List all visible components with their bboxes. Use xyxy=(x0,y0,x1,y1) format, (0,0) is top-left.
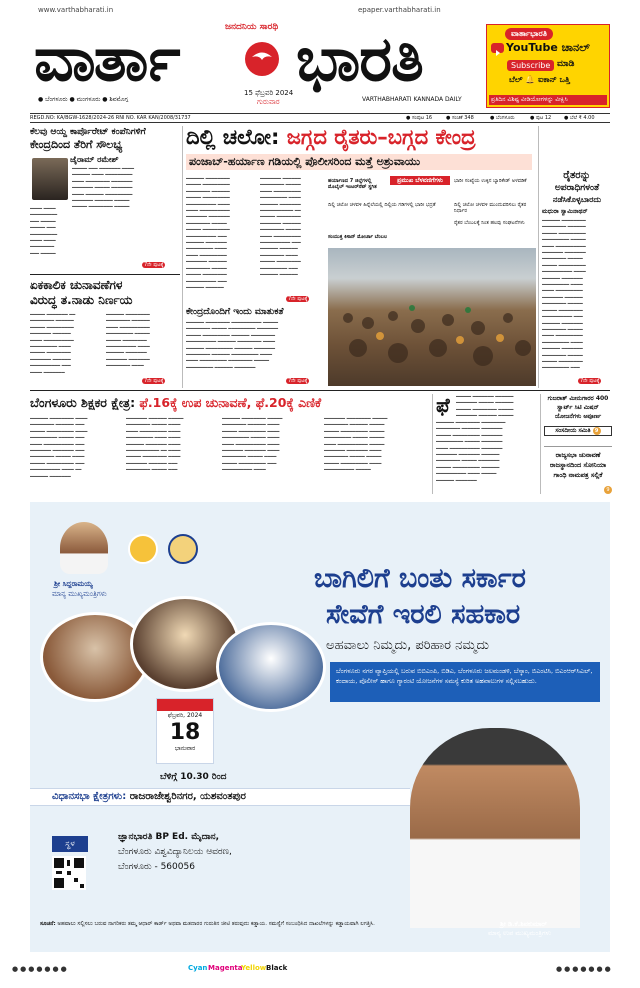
meta-city: ● ಬೆಂಗಳೂರು xyxy=(490,115,515,121)
side-brief-1[interactable] xyxy=(544,394,612,444)
right-story-continued[interactable]: 7ನೇ ಪುಟಕ್ಕೆ xyxy=(580,378,600,384)
calendar-header xyxy=(157,699,213,711)
yt-line2: YouTube ಚಾನಲ್ xyxy=(506,41,590,54)
registration-circles-left: ●●●●●●● xyxy=(12,965,69,973)
sub-story-head: ಕೇಂದ್ರದೊಂದಿಗೆ ಇಂದು ಮಾತುಕತೆ xyxy=(186,307,284,317)
ad-headline-1: ಬಾಗಿಲಿಗೆ ಬಂತು ಸರ್ಕಾರ xyxy=(314,563,526,594)
venue-line-3: ಬೆಂಗಳೂರು - 560056 xyxy=(118,862,195,872)
ad-headline-2: ಸೇವೆಗೆ ಇರಲಿ ಸಹಕಾರ xyxy=(326,599,521,630)
ad-note-text: ಅಹವಾಲು ಸಲ್ಲಿಸಲು ಬರುವ ನಾಗರಿಕರು ತಮ್ಮ ಆಧಾರ್ ಕಾರ್ಡ್ ಅಥವಾ ಮತದಾರರ ಗುರುತಿನ ಚೀಟಿ ತರುವುದು ಕಡ್ಡಾಯ. ಸಮಸ್ಯೆಗೆ ಸಂಬಂಧಿಸಿದ ದಾಖಲೆಗಳನ್ನು ಕಡ್ಡಾಯವಾಗಿ ಲಗತ್ತಿಸಿ. xyxy=(57,921,375,927)
color-strip-black: Black xyxy=(266,964,288,972)
lead-body-a: ━━━━━━ ━━━━━━━━ ━━━━━ ━━━━━━━━━ ━━━━━━━━ ━━━━━━ ━━━━━ ━━━━━━━━━ ━━━━━━━━━━ ━━━━ ━━━━ ━━━━━━━━━━ ━━━━━━━ ━━━━━━━ ━━━━━━━━ ━━━━━ ━━━━━ ━━━━━━━━━ ━━━━━━━━━━ ━━━ ━━━━━━ ━━━━━━━ ━━━━━━━━━ ━━━━ ━━━━ ━━━━━━━━━ ━━━━━━━ ━━━━━━ ━━━━━━━━ ━━━━━ ━━━━━ ━━━━━━━━ ━━━━━━━━━━ ━━━ ━━━━━━ ━━━━━━ xyxy=(186,176,230,291)
event-photo-3 xyxy=(216,622,326,712)
dcm-title: ಮಾನ್ಯ ಉಪ ಮುಖ್ಯಮಂತ್ರಿಗಳು xyxy=(488,929,552,937)
logo-emblem xyxy=(245,42,279,76)
yt-line5: ಪ್ರತಿದಿನ ವಿಶಿಷ್ಟ ವೀಡಿಯೋಗಳನ್ನು ವೀಕ್ಷಿಸಿ xyxy=(489,95,607,105)
calendar-month: ಫೆಬ್ರವರಿ, 2024 xyxy=(167,712,203,719)
bypoll-headline-red: ಫೆ.16ಕ್ಕೆ ಉಪ ಚುನಾವಣೆ, ಫೆ.20ಕ್ಕೆ ಎಣಿಕೆ xyxy=(139,395,322,410)
rule xyxy=(30,390,610,391)
farmers-protest-photo xyxy=(328,248,536,386)
left-story-2-body-a: ━━━━━ ━━━━━━━ ━━ ━━━━━━━━ ━━━━━━ ━━━━━ ━━━━━━━━━ ━━━━━━━ ━━━━━━ ━━━━ ━━━━━━━━━━ ━━━━━━━━━ ━━━━ ━━━━━ ━━━━━━━━ ━━━━━━━ ━━━━━━ ━━━━━━━━━━ ━━━ ━━━━ ━━━━━━━ xyxy=(30,312,76,376)
highlights-label: ಪ್ರಮುಖ ಬೆಳವಣಿಗೆಗಳು xyxy=(390,176,450,185)
section-body: ━━━━━ ━━━━━━━ ━━━━━━ ━━━━━━━ ━━━━━ ━━━━━━ ━━━━━ ━━━━━━━━ ━━━━━ ━━━━━━━ ━━━━━━ ━━━━━ xyxy=(456,394,514,420)
lead-headline-red: ಜಗ್ಗದ ರೈತರು–ಬಗ್ಗದ ಕೇಂದ್ರ xyxy=(286,125,476,149)
side-brief-1-tag xyxy=(544,426,612,436)
constituency-text xyxy=(52,791,246,802)
yt-line1: ವಾರ್ತಾಭಾರತಿ xyxy=(505,28,553,40)
lead-body-b: ━━━━━━━ ━━━━━━ ━━━━━━━━ ━━━━━ ━━━━ ━━━━━━━━━ ━━━━━━━━━ ━━━━ ━━━━━━ ━━━━━━━ ━━━━━━━━━━━ ━━ ━━━━━ ━━━━━━━━ ━━━━━━━ ━━━━━━ ━━━━━━━━ ━━━━━ ━━━━ ━━━━━━━━━ ━━━━━━━━━━ ━━━ ━━━━━━ ━━━━━━ ━━━━━━━━ ━━━━ ━━━━━ ━━━━━━━━ ━━━━━━━━━ ━━━ ━━━━━━ ━━━━━━ xyxy=(260,176,301,279)
ad-description: ಬೆಂಗಳೂರು ನಗರ ವ್ಯಾಪ್ತಿಯಲ್ಲಿ ಬರುವ ಬಿಬಿಎಂಪಿ, ಬಿಡಿಎ, ಬೆಂಗಳೂರು ಜಲಮಂಡಳಿ, ಬೆಸ್ಕಾಂ, ಬಿಎಂಟಿಸಿ, ಬಿಎಂಆರ್‌ಸಿಎಲ್, ಕಂದಾಯ, ಪೊಲೀಸ್ ಹಾಗೂ ಗ್ಯಾರಂಟಿ ಯೋಜನೆಗಳ ಸಮಸ್ಯೆ ಕುರಿತ ಅಹವಾಲುಗಳ ಸಲ್ಲಿಸಬಹುದು. xyxy=(330,662,600,702)
venue-line-1: ಜ್ಞಾನಭಾರತಿ BP Ed. ಮೈದಾನ, xyxy=(118,832,220,842)
url-right[interactable]: epaper.varthabharati.in xyxy=(358,6,441,14)
left-story-1-body: ━━━━━ ━━━ ━━━━━━━ ━━━━ ━━━━━━ ━━━━ ━━━━━━━━━ ━━━━ ━━━━━━━━ ━━━━━━━ ━━━━━━━ ━━━━━ ━━━━━━━ ━━━━ ━━━━━━ ━━━━━━━━━ ━━━━━━━ ━━━━━━ ━━━━━ ━━━━━ ━━━━━━━━ ━━━━━ xyxy=(72,166,134,211)
section-story[interactable] xyxy=(436,394,538,494)
youtube-promo[interactable] xyxy=(486,24,610,108)
bypoll-headline-black: ಬೆಂಗಳೂರು ಶಿಕ್ಷಕರ ಕ್ಷೇತ್ರ: xyxy=(30,395,140,410)
registration-marks xyxy=(12,962,628,976)
venue-label: ಸ್ಥಳ xyxy=(52,836,88,852)
rule xyxy=(30,274,180,275)
highlight-2: ದಿಲ್ಲಿ ಚಲೋ ಚಳವಳಿ ಹಿನ್ನೆಲೆಯಲ್ಲಿ ದಿಲ್ಲಿಯ ಗಡಿಗಳಲ್ಲಿ ಭಾರೀ ಭದ್ರತೆ xyxy=(328,202,436,208)
ad-note-label: ಸೂಚನೆ: xyxy=(40,921,56,927)
regd-number: REGD.NO: KA/BGW-1628/2024-26 RNI NO. KAR KAN/2008/31737 xyxy=(30,115,191,121)
calendar-card xyxy=(156,698,214,764)
left-story-2-continued[interactable]: 7ನೇ ಪುಟಕ್ಕೆ xyxy=(144,378,164,384)
section-drop-cap: ಫೆ xyxy=(436,393,450,417)
jairam-photo xyxy=(32,158,68,200)
government-advertisement[interactable] xyxy=(30,502,610,952)
right-byline: ಮಧುರಾ ಸ್ವಾಮಿನಾಥನ್ xyxy=(542,208,588,215)
bypoll-headline xyxy=(30,394,430,412)
meta-volume: ● ಸಂಪುಟ 16 xyxy=(406,115,433,121)
sub-story-continued[interactable]: 7ನೇ ಪುಟಕ್ಕೆ xyxy=(288,378,308,384)
column-rule xyxy=(540,394,541,494)
right-head-3: ನಡೆಸಿಕೊಳ್ಳಬಾರದು xyxy=(552,195,602,204)
column-rule xyxy=(182,126,183,388)
bypoll-story[interactable] xyxy=(30,394,430,494)
lead-subhead: ಪಂಜಾಬ್-ಹರ್ಯಾಣ ಗಡಿಯಲ್ಲಿ ಪೊಲೀಸರಿಂದ ಮತ್ತೆ ಅಶ್ರುವಾಯು xyxy=(186,154,532,170)
side-brief-1-text: ಗುಜರಾತ್ ಮೀನುಗಾರರ 400 ಸ್ವಾರ್ಟ್ ಸಿಟಿ ಮಿಷನ್ ಯೋಜನೆಗಳು ಅಪೂರ್ಣ xyxy=(547,395,609,420)
youtube-icon xyxy=(491,43,504,53)
crowd-photo xyxy=(328,248,536,386)
qr-code-icon[interactable] xyxy=(52,856,86,890)
url-left[interactable]: www.varthabharati.in xyxy=(38,6,114,14)
ad-note xyxy=(40,920,400,946)
highlight-right-2: ದಿಲ್ಲಿ ಚಲೋ ಚಳವಳಿ ಮುಂದುವರಿಸಲು ರೈತರ ನಿರ್ಧಾರ xyxy=(454,202,527,215)
sub-story[interactable] xyxy=(186,306,324,386)
color-strip-cyan: Cyan xyxy=(188,964,208,972)
left-story-1-body-b: ━━━━ ━━━━ ━━━━━━━━━ ━━━ ━━━━━ ━━━━━ ━━━ ━━━━━━━━━ ━━━━ ━━━━ ━━━━━━━━ ━━━ ━━━━━ xyxy=(30,206,58,257)
yt-line3: ಮಾಡಿ xyxy=(557,59,575,69)
yt-line4: ಬೆಲ್ 🔔 ಐಕಾನ್ ಒತ್ತಿ xyxy=(509,75,570,84)
rule xyxy=(544,446,612,447)
left-story-2[interactable] xyxy=(30,278,180,386)
dcm-name: ಶ್ರೀ ಡಿ.ಕೆ.ಶಿವಕುಮಾರ್ xyxy=(500,920,547,928)
side-brief-2[interactable] xyxy=(544,450,612,494)
date: 15 ಫೆಬ್ರವರಿ 2024 xyxy=(244,89,294,97)
masthead xyxy=(0,0,640,112)
registration-circles-right: ●●●●●●● xyxy=(556,965,613,973)
lead-continued[interactable]: 7ನೇ ಪುಟಕ್ಕೆ xyxy=(288,296,308,302)
lead-headline-black: ದಿಲ್ಲಿ ಚಲೋ: xyxy=(186,125,287,149)
bbmp-emblem-icon xyxy=(168,534,198,564)
section-body-b: ━━━━━━ ━━━━━━━━ ━━━━━━━━ ━━━━━━━━ ━━━━━━ ━━━━━━━ ━━━━━ ━━━━━━━━━ ━━━━━━━ ━━━━━━━━━ ━━━━━ ━━━━━━━ ━━━━ ━━━━━━━━━━ ━━━━━━━ ━━━━━━━ ━━━━━━━ ━━━━━━ ━━━━━━━━ ━━━━━ ━━━━━━━ ━━━━━ ━━━━━━━━━ ━━━━━━ ━━━━━━━━━━ ━━━━ ━━━━━ ━━━━━━ ━━━━━━━ xyxy=(436,420,506,484)
right-story-body: ━━━━━━ ━━━━━━━━ ━━━━━━━━ ━━━━━━ ━━━━━ ━━━━━━━━━ ━━━━━━━━━ ━━━━━ ━━━━ ━━━━━━━━━━ ━━━━━━━ ━━━━━━━ ━━━━━━━━ ━━━━━ ━━━━━ ━━━━━━━━━ ━━━━━━━━━━ ━━━━ ━━━━━━ ━━━━━━━ ━━━━━━━━━ ━━━━ ━━━━ ━━━━━━━━━ ━━━━━━━ ━━━━━━ ━━━━━━━━ ━━━━━ ━━━━━ ━━━━━━━━ ━━━━━━━━━━ ━━━ ━━━━━━ ━━━━━━━ ━━━━━━━━ ━━━━━ ━━━━ ━━━━━━━━━ ━━━━━━━━━ ━━━━ ━━━━━━ ━━━━━━━ ━━━━━━━━ ━━━━━ ━━━━━ ━━━━━━━━ ━━━━━━━━━ ━━━ xyxy=(542,218,586,372)
dcm-portrait xyxy=(410,728,580,928)
sub-story-body: ━━━━━━ ━━━━━━━━ ━━━━━━━━━━ ━━━━━ ━━━━━━━━ ━━━━━ ━━━━━━━━━ ━━━━━━━ ━━━━━ ━━━━━━━━━ ━━━━━━ ━━━━━━━━ ━━━━━━━━━━ ━━━━━━ ━━━━━━━━ ━━━━ ━━━━━━ ━━━━━━━━━ ━━━━━━ ━━━━━━━ ━━━━━━━━ ━━━━━━ ━━━━━━━━━ ━━━━ ━━━━ ━━━━━━━━━ ━━━━━━━━ ━━━━━ ━━━━━━━━━ ━━━━━━ ━━━━━━━ xyxy=(186,320,279,371)
lead-story[interactable] xyxy=(186,124,536,388)
page-badge: 9 xyxy=(604,486,612,494)
constituency-names: ರಾಜರಾಜೇಶ್ವರಿನಗರ, ಯಶವಂತಪುರ xyxy=(129,791,246,802)
highlight-right-1: ಭಾರೀ ಸಂಖ್ಯೆಯ ಉಕ್ಕಿನ ಬ್ಯಾರಿಕೇಡ್ ಅಳವಡಿಕೆ xyxy=(454,178,527,184)
left-story-1-continued[interactable]: 7ನೇ ಪುಟಕ್ಕೆ xyxy=(144,262,164,268)
highlight-1: ಹರ್ಯಾಣದ 7 ಜಿಲ್ಲೆಗಳಲ್ಲಿ ಮೊಬೈಲ್ ಇಂಟರ್‌ನೆಟ್ ಸ್ಥಗಿತ xyxy=(328,178,377,191)
highlight-3: ಸಂಯುಕ್ತ ಕಿಸಾನ್ ಮೋರ್ಚಾ ಬೆಂಬಲ xyxy=(328,234,388,240)
bypoll-body-a: ━━━━━━ ━━━━━━━━ ━━━━ ━━━━━━━━ ━━━━━━ ━━━ ━━━━━ ━━━━━━━━━ ━━━━ ━━━━━━━━━ ━━━━━ ━━━ ━━━━ ━━━━━━━━━━ ━━━ ━━━━━━━ ━━━━━━━ ━━━ ━━━━━━━━ ━━━━━ ━━━━ ━━━━━ ━━━━━━━━━ ━━━ ━━━━━━━━━━ ━━━━ ━━ ━━━━━━ ━━━━━━━ xyxy=(30,416,88,480)
left-story-1-head-2: ಕೇಂದ್ರದಿಂದ ತೆರಿಗೆ ಸೌಲಭ್ಯ xyxy=(30,138,123,151)
right-head-2: ಅಪರಾಧಿಗಳಂತೆ xyxy=(554,183,600,193)
venue-line-2: ಬೆಂಗಳೂರು ವಿಶ್ವವಿದ್ಯಾನಿಲಯ ಆವರಣ, xyxy=(118,847,232,857)
globe-bird-icon xyxy=(245,42,279,76)
meta-pages: ● ಪುಟ 12 xyxy=(530,115,552,121)
ad-subhead: ಅಹವಾಲು ನಿಮ್ಮದು, ಪರಿಹಾರ ನಮ್ಮದು xyxy=(326,638,490,653)
highlight-right-3: ರೈತರ ಬೆಂಬಲಕ್ಕೆ ನಿಂತ ಹಲವು ಸಂಘಟನೆಗಳು xyxy=(454,220,525,226)
meta-price: ● ಬೆಲೆ ₹ 4.00 xyxy=(564,115,595,121)
cm-title: ಮಾನ್ಯ ಮುಖ್ಯಮಂತ್ರಿಗಳು xyxy=(52,590,107,598)
tagline: ಜನದನಿಯ ಸಾರಥಿ xyxy=(225,22,279,32)
side-brief-1-tag-text: ಸಂಸದೀಯ ಸಮಿತಿ xyxy=(555,427,591,434)
meta-issue: ● ಸಂಚಿಕೆ 348 xyxy=(446,115,474,121)
left-story-2-body-b: ━━━━━━ ━━━━━━━━ ━━━━━━━━ ━━━━━━ ━━━━ ━━━━━━━━━━ ━━━━━━━━━ ━━━━━ ━━━━━ ━━━━━━━━ ━━━━━━━━━━ ━━━━ ━━━━━━ ━━━━━━━ ━━━━━━━ ━━━━━━━ ━━━━━━━━ ━━━━ xyxy=(106,312,150,370)
left-story-2-head-1: ಏಕಕಾಲಿಕ ಚುನಾವಣೆಗಳ xyxy=(30,278,123,292)
left-story-2-head-2: ವಿರುದ್ಧ ತ.ನಾಡು ನಿರ್ಣಯ xyxy=(30,293,133,307)
cm-name: ಶ್ರೀ ಸಿದ್ದರಾಮಯ್ಯ xyxy=(54,580,93,588)
editions: ● ಬೆಂಗಳೂರು ● ಮಂಗಳೂರು ● ಶಿವಮೊಗ್ಗ xyxy=(38,96,129,103)
left-story-1-head-1: ಕೆಲವು ಆಯ್ದ ಕಾರ್ಪೊರೇಟ್ ಕಂಪೆನಿಗಳಿಗೆ xyxy=(30,127,146,137)
highlights-box xyxy=(328,176,536,246)
day: ಗುರುವಾರ xyxy=(257,98,280,106)
side-brief-2-text: ರಾಜ್ಯಸಭಾ ಚುನಾವಣೆ ರಾಜಸ್ಥಾನದಿಂದ ಸೋನಿಯಾ ಗಾಂಧಿ ನಾಮಪತ್ರ ಸಲ್ಲಿಕೆ xyxy=(549,451,607,479)
column-rule xyxy=(432,394,433,494)
bypoll-body-b: ━━━━━━━ ━━━━━━ ━━━━━ ━━━━━━━━ ━━━━━ ━━━━ ━━━━ ━━━━━━━━━ ━━━━ ━━━━━━━━━ ━━━━ ━━━━ ━━━━━━ ━━━━━━━ ━━━━ ━━━━━━━━━━━ ━━ ━━━━ ━━━━━ ━━━━━━━━ ━━━━ ━━━━━━━ ━━━━━━ ━━━ ━━━━━━━━ ━━━━━ ━━━ xyxy=(126,416,184,474)
color-strip-yellow: Yellow xyxy=(241,964,267,972)
paper-title-left: ವಾರ್ತಾ xyxy=(34,22,179,95)
left-story-1-byline: ಜೈರಾಮ್ ರಮೇಶ್ xyxy=(70,155,119,164)
column-rule xyxy=(538,126,539,388)
paper-name-en: VARTHABHARATI KANNADA DAILY xyxy=(362,96,462,103)
constituency-bar xyxy=(30,788,410,806)
constituency-label: ವಿಧಾನಸಭಾ ಕ್ಷೇತ್ರಗಳು: xyxy=(52,791,130,802)
event-time: ಬೆಳಿಗ್ಗೆ 10.30 ರಿಂದ xyxy=(160,772,227,782)
bypoll-body-c: ━━━━━━ ━━━━━━━━ ━━━━━ ━━━━━━━━ ━━━━━━ ━━━━ ━━━━━ ━━━━━━━━━ ━━━━ ━━━━━━━━━ ━━━━━ ━━━━ ━━━━ ━━━━━━━━━━ ━━━━ ━━━━━━━ ━━━━━━━ ━━━━ ━━━━━━━━ ━━━━━ ━━━━ ━━━━━ ━━━━━━━━━ ━━━ ━━━━━━━━━━ ━━━━ xyxy=(222,416,283,474)
meta-strip xyxy=(30,113,610,123)
bypoll-body-d: ━━━━━━━ ━━━━━━━━ ━━━━━ ━━━━━━━━ ━━━━━━ ━━━━━ ━━━━━ ━━━━━━━━━ ━━━━━ ━━━━━━━━━ ━━━━━ ━━━━━ ━━━━ ━━━━━━━━━━ ━━━━━ ━━━━━━━ ━━━━━━━ ━━━━ ━━━━━━━━ ━━━━━ ━━━━━ ━━━━━ ━━━━━━━━━ ━━━━ ━━━━━━━━━━ ━━━━━ xyxy=(324,416,388,474)
right-head-1: ರೈತರನ್ನು xyxy=(563,170,591,181)
right-story[interactable] xyxy=(542,170,612,388)
cm-portrait xyxy=(60,522,108,574)
lead-headline xyxy=(186,124,536,150)
subscribe-button[interactable]: Subscribe xyxy=(507,60,554,71)
paper-title-right: ಭಾರತಿ xyxy=(296,22,423,95)
calendar-day: 18 xyxy=(169,720,201,745)
color-strip-magenta: Magenta xyxy=(208,964,243,972)
karnataka-emblem-icon xyxy=(128,534,158,564)
left-story-1[interactable] xyxy=(30,126,180,272)
calendar-weekday: ಭಾನುವಾರ xyxy=(174,745,196,752)
page-badge: 9 xyxy=(593,427,601,435)
